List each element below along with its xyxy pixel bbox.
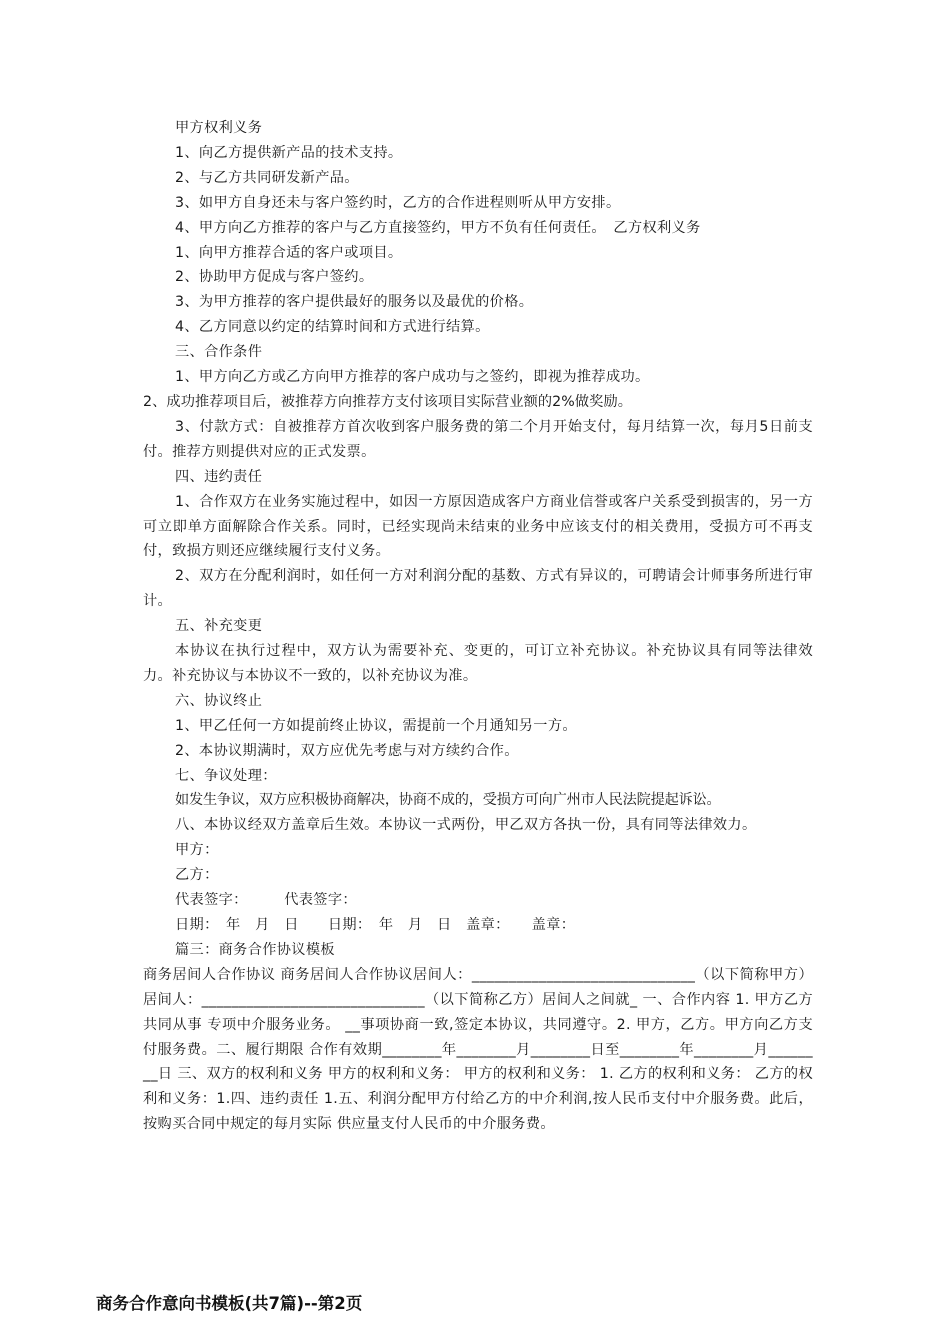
paragraph: 八、本协议经双方盖章后生效。本协议一式两份，甲乙双方各执一份，具有同等法律效力。 [175,817,757,834]
paragraph: 2、成功推荐项目后，被推荐方向推荐方支付该项目实际营业额的2%做奖励。 [143,393,633,410]
paragraph-intermediary-agreement: 商务居间人合作协议 商务居间人合作协议居间人：______________________________（以下简称甲方）居间人：______________________________（以下简称乙方）居间人之间就_ 一、合作内容 1. 甲方乙方共同从事 专项中介服务业务。 __事项协商一致,签定本协议，共同遵守。2. 甲方，乙方。甲方向乙方支付服务费。二、履行期限 合作有效期________年________月________日至________年________月________日 三、双方的权利和义务 甲方的权利和义务： 甲方的权利和义务： 1. 乙方的权利和义务： 乙方的权利和义务：1.四、违约责任 1.五、利润分配甲方付给乙方的中介利润,按人民币支付中介服务费。此后，按购买合同中规定的每月实际 供应量支付人民币的中介服务费。 [143,966,813,1133]
paragraph: 2、与乙方共同研发新产品。 [175,169,359,186]
paragraph: 1、向乙方提供新产品的技术支持。 [175,144,403,161]
paragraph: 2、双方在分配利润时，如任何一方对利润分配的基数、方式有异议的，可聘请会计师事务所进行审计。 [143,568,813,610]
representative-signature-line: 代表签字： 代表签字： [175,892,357,909]
paragraph: 3、为甲方推荐的客户提供最好的服务以及最优的价格。 [175,294,534,311]
paragraph: 1、向甲方推荐合适的客户或项目。 [175,244,403,261]
section-heading-breach-liability: 四、违约责任 [175,468,263,485]
section-heading-party-a-rights: 甲方权利义务 [175,120,263,136]
section-heading-supplementary-changes: 五、补充变更 [175,618,263,635]
section-heading-dispute: 七、争议处理： [175,767,277,784]
date-seal-line: 日期： 年 月 日 日期： 年 月 日 盖章： 盖章： [175,917,576,933]
section-heading-part-three: 篇三：商务合作协议模板 [175,941,335,958]
paragraph: 如发生争议，双方应积极协商解决，协商不成的，受损方可向广州市人民法院提起诉讼。 [175,792,721,809]
paragraph: 4、甲方向乙方推荐的客户与乙方直接签约，甲方不负有任何责任。 乙方权利义务 [175,219,701,236]
paragraph: 4、乙方同意以约定的结算时间和方式进行结算。 [175,319,490,336]
document-body [143,116,813,1137]
paragraph: 1、甲乙任何一方如提前终止协议，需提前一个月通知另一方。 [175,717,577,734]
paragraph: 3、如甲方自身还未与客户签约时，乙方的合作进程则听从甲方安排。 [175,194,621,211]
page-footer: 商务合作意向书模板(共7篇)--第2页 [96,1294,363,1313]
signature-party-b: 乙方： [175,867,219,884]
section-heading-cooperation-terms: 三、合作条件 [175,344,263,361]
paragraph: 1、甲方向乙方或乙方向甲方推荐的客户成功与之签约，即视为推荐成功。 [175,369,650,386]
paragraph: 3、付款方式：自被推荐方首次收到客户服务费的第二个月开始支付，每月结算一次，每月5日前支付。推荐方则提供对应的正式发票。 [143,418,813,460]
paragraph: 本协议在执行过程中，双方认为需要补充、变更的，可订立补充协议。补充协议具有同等法律效力。补充协议与本协议不一致的，以补充协议为准。 [143,643,813,684]
signature-party-a: 甲方： [175,842,219,859]
paragraph: 1、合作双方在业务实施过程中，如因一方原因造成客户方商业信誉或客户关系受到损害的，另一方可立即单方面解除合作关系。同时，已经实现尚未结束的业务中应该支付的相关费用，受损方可不再支付，致损方则还应继续履行支付义务。 [143,493,813,560]
paragraph: 2、本协议期满时，双方应优先考虑与对方续约合作。 [175,742,519,759]
section-heading-termination: 六、协议终止 [175,692,263,709]
paragraph: 2、协助甲方促成与客户签约。 [175,269,374,286]
